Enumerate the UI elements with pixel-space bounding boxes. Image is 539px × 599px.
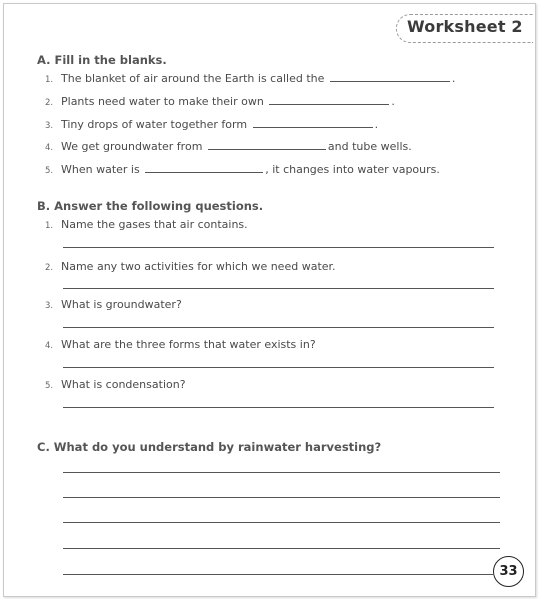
question-text-end: and tube wells. bbox=[327, 140, 412, 153]
section-b-heading: B. Answer the following questions. bbox=[37, 199, 264, 213]
blank-field-1[interactable] bbox=[330, 71, 450, 82]
answer-question-1 bbox=[45, 218, 248, 231]
question-number: 3. bbox=[45, 121, 54, 131]
question-text-end: , it changes into water vapours. bbox=[265, 163, 440, 176]
question-number: 5. bbox=[45, 381, 54, 391]
blank-field-5[interactable] bbox=[145, 162, 263, 173]
question-number: 4. bbox=[45, 143, 54, 153]
question-number: 1. bbox=[45, 75, 54, 85]
section-c-heading: C. What do you understand by rainwater harvesting? bbox=[37, 440, 382, 454]
answer-line-c5[interactable] bbox=[63, 574, 493, 575]
question-number: 2. bbox=[45, 263, 54, 273]
question-text: The blanket of air around the Earth is called the bbox=[61, 72, 325, 85]
answer-line-b3[interactable] bbox=[63, 327, 494, 328]
answer-question-3 bbox=[45, 298, 182, 311]
worksheet-title-badge bbox=[396, 14, 533, 43]
answer-question-5 bbox=[45, 378, 186, 391]
answer-line-b1[interactable] bbox=[63, 247, 494, 248]
question-number: 3. bbox=[45, 301, 54, 311]
question-number: 2. bbox=[45, 98, 54, 108]
question-number: 5. bbox=[45, 166, 54, 176]
question-text: Plants need water to make their own bbox=[61, 95, 264, 108]
fill-blank-question-4 bbox=[45, 139, 412, 153]
fill-blank-question-5 bbox=[45, 162, 440, 176]
answer-question-4 bbox=[45, 338, 316, 351]
fill-blank-question-2 bbox=[45, 94, 395, 108]
question-text-end: . bbox=[391, 95, 395, 108]
blank-field-2[interactable] bbox=[269, 94, 389, 105]
answer-line-b2[interactable] bbox=[63, 288, 494, 289]
question-text: What is groundwater? bbox=[61, 298, 182, 311]
worksheet-title: Worksheet 2 bbox=[407, 17, 523, 36]
question-text-end: . bbox=[451, 72, 456, 85]
fill-blank-question-1 bbox=[45, 71, 455, 85]
question-text: Name any two activities for which we need water. bbox=[61, 260, 336, 273]
answer-line-c3[interactable] bbox=[63, 522, 500, 523]
answer-line-c2[interactable] bbox=[63, 497, 500, 498]
question-number: 1. bbox=[45, 221, 54, 231]
answer-line-c4[interactable] bbox=[63, 548, 500, 549]
answer-line-c1[interactable] bbox=[63, 472, 500, 473]
blank-field-4[interactable] bbox=[208, 139, 326, 150]
page-number: 33 bbox=[493, 556, 524, 587]
question-text: What is condensation? bbox=[61, 378, 186, 391]
question-text: We get groundwater from bbox=[61, 140, 203, 153]
fill-blank-question-3 bbox=[45, 117, 378, 131]
question-text-end: . bbox=[374, 118, 379, 131]
answer-line-b5[interactable] bbox=[63, 407, 494, 408]
question-text: Name the gases that air contains. bbox=[61, 218, 248, 231]
section-a-heading: A. Fill in the blanks. bbox=[37, 53, 167, 67]
answer-question-2 bbox=[45, 260, 336, 273]
question-text: When water is bbox=[61, 163, 140, 176]
question-text: What are the three forms that water exists in? bbox=[61, 338, 316, 351]
blank-field-3[interactable] bbox=[253, 117, 373, 128]
question-text: Tiny drops of water together form bbox=[61, 118, 248, 131]
answer-line-b4[interactable] bbox=[63, 367, 494, 368]
question-number: 4. bbox=[45, 341, 54, 351]
